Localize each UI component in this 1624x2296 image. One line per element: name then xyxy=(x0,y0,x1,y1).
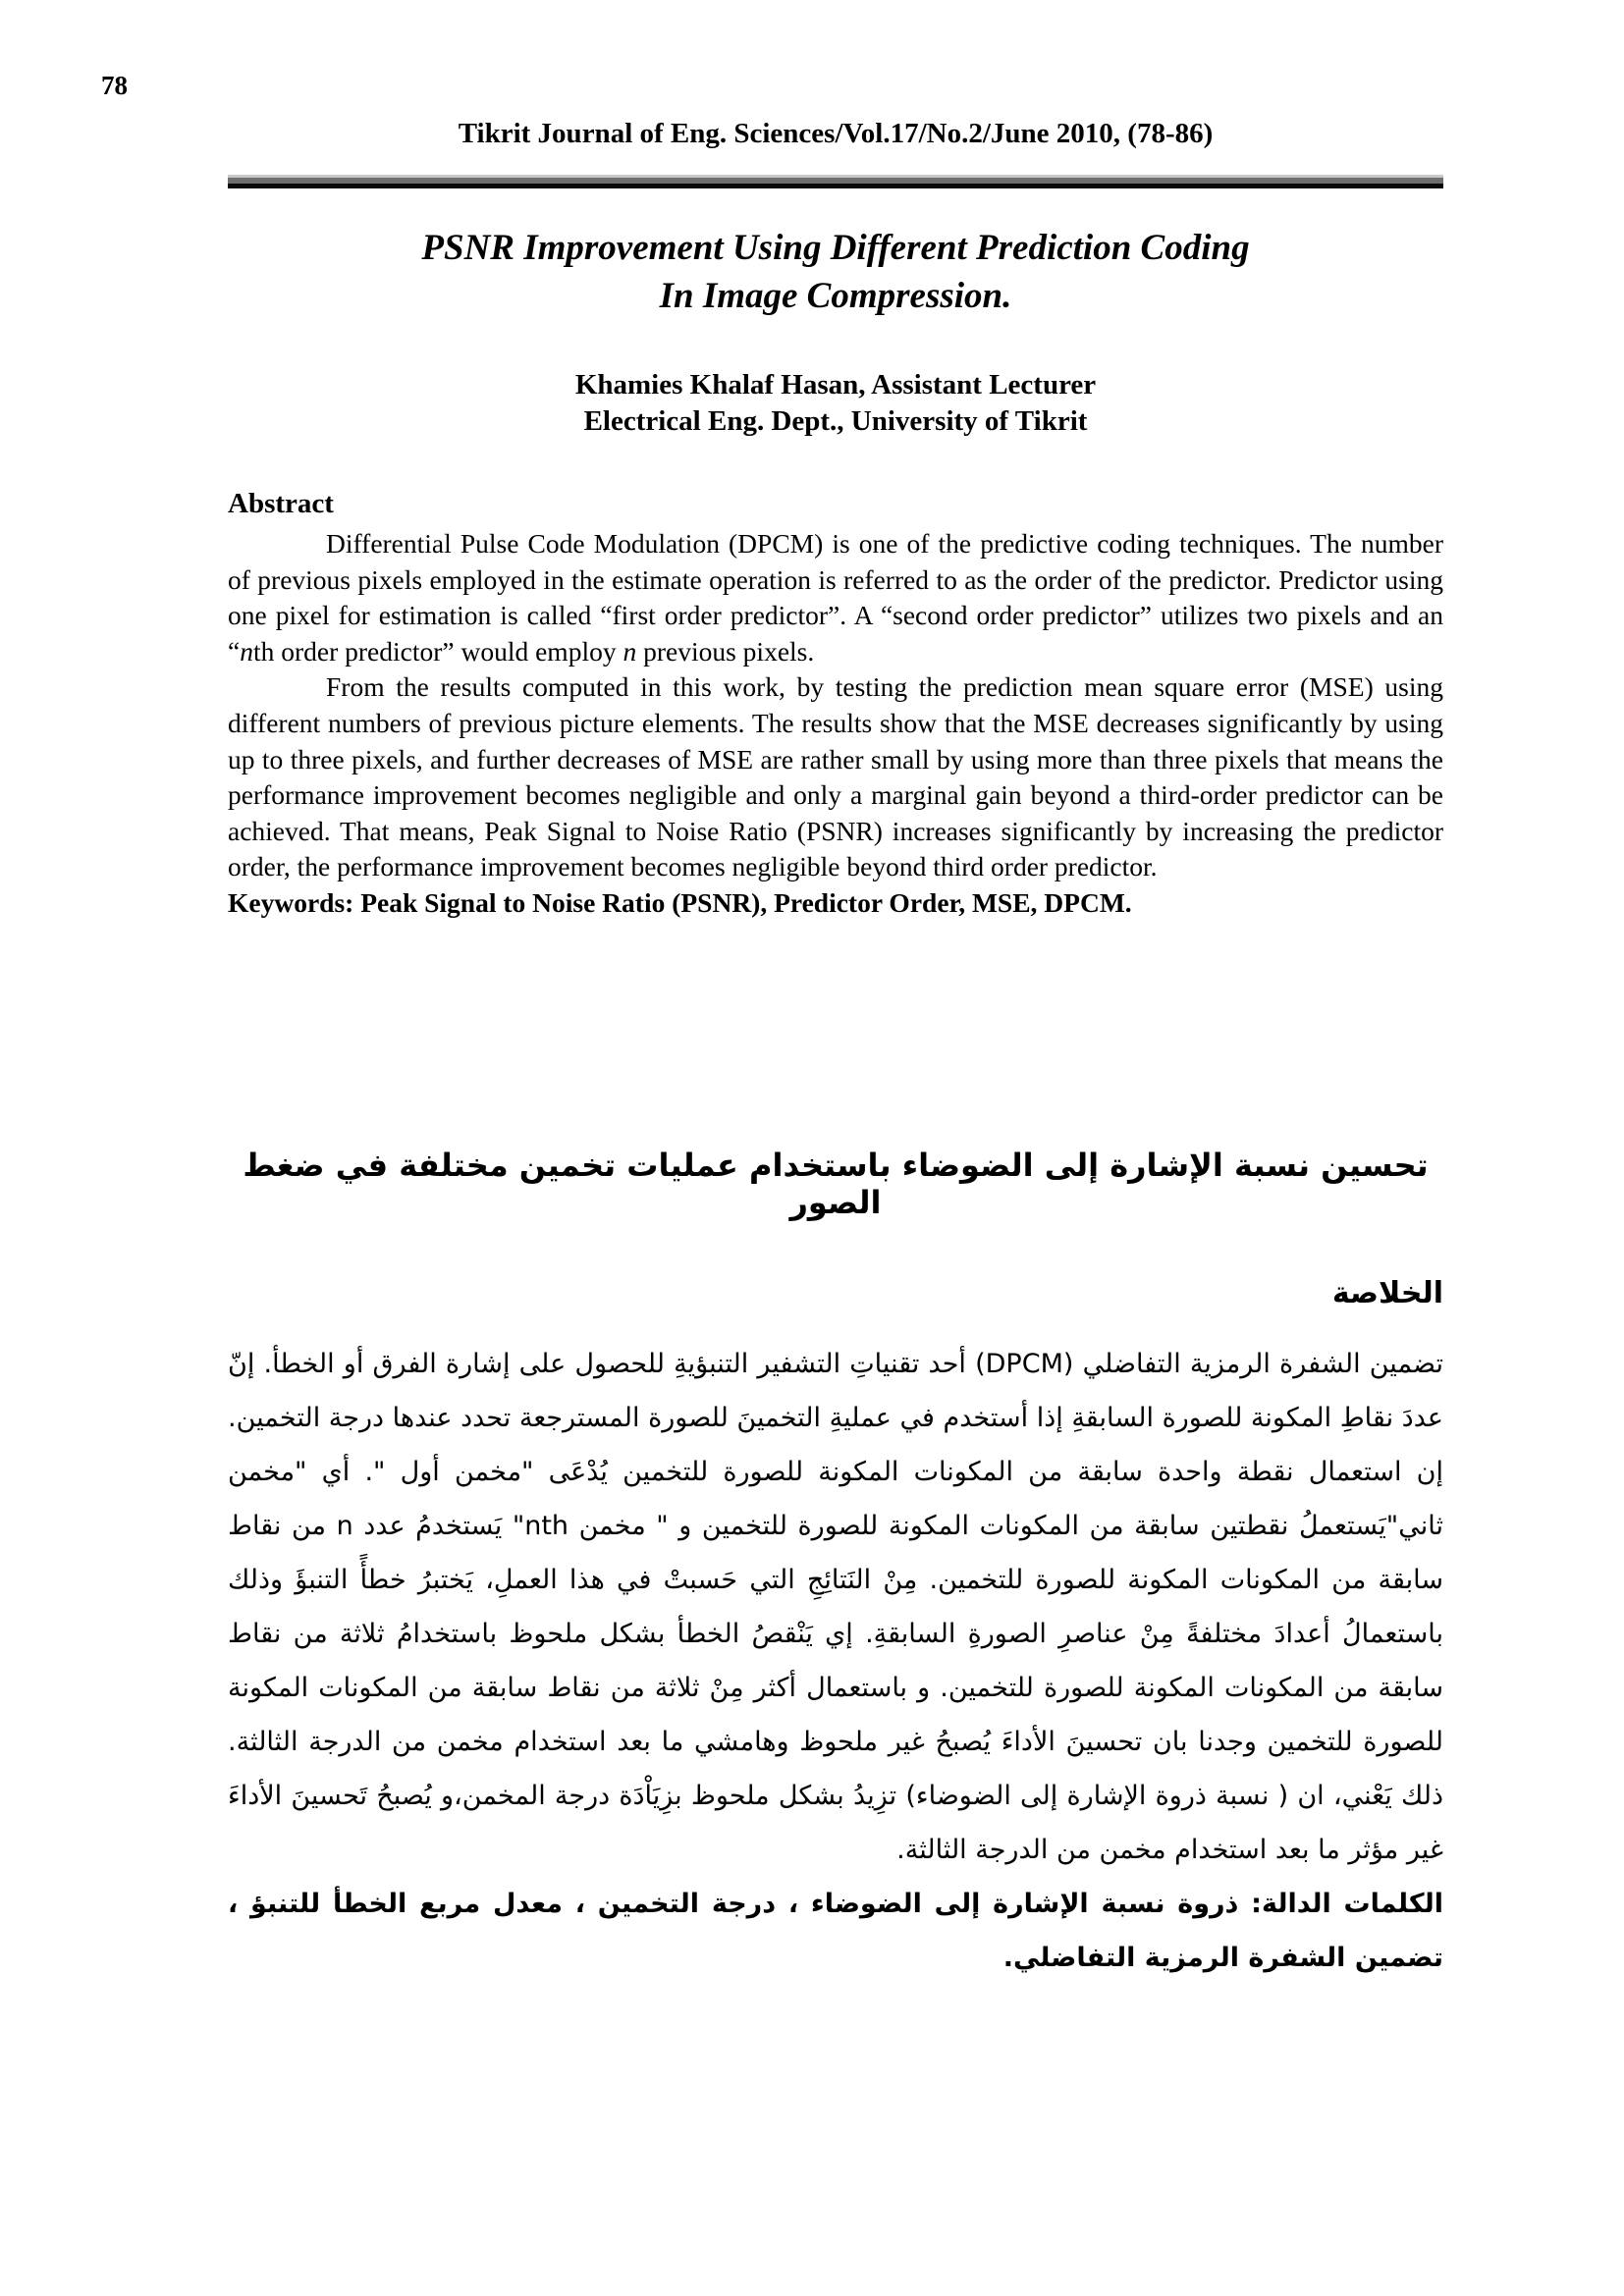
abstract-p1-text-c: previous pixels. xyxy=(636,635,815,667)
abstract-p1-italic-n-2: n xyxy=(623,635,637,667)
journal-header: Tikrit Journal of Eng. Sciences/Vol.17/No.2/June 2010, (78-86) xyxy=(458,118,1214,149)
keywords-line: Keywords: Peak Signal to Noise Ratio (PSNR), Predictor Order, MSE, DPCM. xyxy=(228,886,1132,918)
arabic-abstract-paragraph: تضمين الشفرة الرمزية التفاضلي (DPCM) أحد تقنياتِ التشفير التنبؤيةِ للحصول على إشارة الفرق أو الخطأ. إنّ عددَ نقاطِ المكونة للصورة السابقةِ إذا أستخدم في عمليةِ التخمينَ للصورة المسترجعة تحدد عندها درجة التخمين. إن استعمال نقطة واحدة سابقة من المكونات المكونة للصورة للتخمين يُدْعَى "مخمن أول ". أي "مخمن ثاني"يَستعملُ نقطتين سابقة من المكونات المكونة للصورة للتخمين و " مخمن nth" يَستخدمُ عدد n من نقاط سابقة من المكونات المكونة للصورة للتخمين. مِنْ النَتائِجِ التي حَسبتْ في هذا العملِ، يَختبرُ خطأً التنبؤَ وذلك باستعمالُ أعدادَ مختلفةً مِنْ عناصرِ الصورةِ السابقةِ. إي يَنْقصُ الخطأ بشكل ملحوظ باستخدامُ ثلاثة من نقاط سابقة من المكونات المكونة للصورة للتخمين. و باستعمال أكثر مِنْ ثلاثة من نقاط سابقة من المكونات المكونة للصورة للتخمين وجدنا بان تحسينَ الأداءَ يُصبحُ غير ملحوظ وهامشي ما بعد استخدام مخمن من الدرجة الثالثة. ذلك يَعْني، ان ( نسبة ذروة الإشارة إلى الضوضاء) تزِيدُ بشكل ملحوظ بزِيَاْدَة درجة المخمن،و يُصبحُ تَحسينَ الأداءَ غير مؤثر ما بعد استخدام مخمن من الدرجة الثالثة. xyxy=(228,1349,1443,1865)
arabic-keywords-line: الكلمات الدالة: ذروة نسبة الإشارة إلى الضوضاء ، درجة التخمين ، معدل مربع الخطأ للتنبؤ ، تضمين الشفرة الرمزية التفاضلي. xyxy=(228,1889,1443,1973)
arabic-abstract-heading: الخلاصة xyxy=(1331,1276,1443,1310)
header-rule-black-band xyxy=(228,184,1443,188)
arabic-title: تحسين نسبة الإشارة إلى الضوضاء باستخدام عمليات تخمين مختلفة في ضغط الصور xyxy=(243,1147,1429,1221)
abstract-section xyxy=(228,488,1443,922)
abstract-p1-text-b: th order predictor” would employ xyxy=(252,635,623,667)
page-number: 78 xyxy=(101,71,128,100)
arabic-abstract-section xyxy=(228,1337,1443,1985)
abstract-paragraph-2: From the results computed in this work, by testing the prediction mean square error (MSE) using different numbers of previous picture elements. The results show that the MSE decreases significantly by using up to three pixels, and further decreases of MSE are rather small by using more than three pixels that means the performance improvement becomes negligible and only a marginal gain beyond a third-order predictor can be achieved. That means, Peak Signal to Noise Ratio (PSNR) increases significantly by increasing the predictor order, the performance improvement becomes negligible beyond third order predictor. xyxy=(228,671,1443,882)
abstract-heading: Abstract xyxy=(228,488,334,519)
paper-title-line-1: PSNR Improvement Using Different Prediction Coding xyxy=(421,228,1250,268)
abstract-p1-italic-n-1: n xyxy=(240,635,253,667)
author-affiliation-line: Electrical Eng. Dept., University of Tikrit xyxy=(583,405,1088,437)
author-name-line: Khamies Khalaf Hasan, Assistant Lecturer xyxy=(574,369,1097,400)
paper-title xyxy=(228,224,1443,320)
author-block xyxy=(228,367,1443,440)
paper-title-line-2: In Image Compression. xyxy=(659,276,1012,316)
abstract-p1-text-a: Differential Pulse Code Modulation (DPCM) is one of the predictive coding techniques. The number of previous pixels employed in the estimate operation is referred to as the order of the predictor. Predictor using one pixel for estimation is called “first order predictor”. A “second order predictor” utilizes two pixels and an “ xyxy=(228,528,1443,667)
header-rule xyxy=(228,175,1443,188)
abstract-paragraph-1 xyxy=(228,526,1443,669)
